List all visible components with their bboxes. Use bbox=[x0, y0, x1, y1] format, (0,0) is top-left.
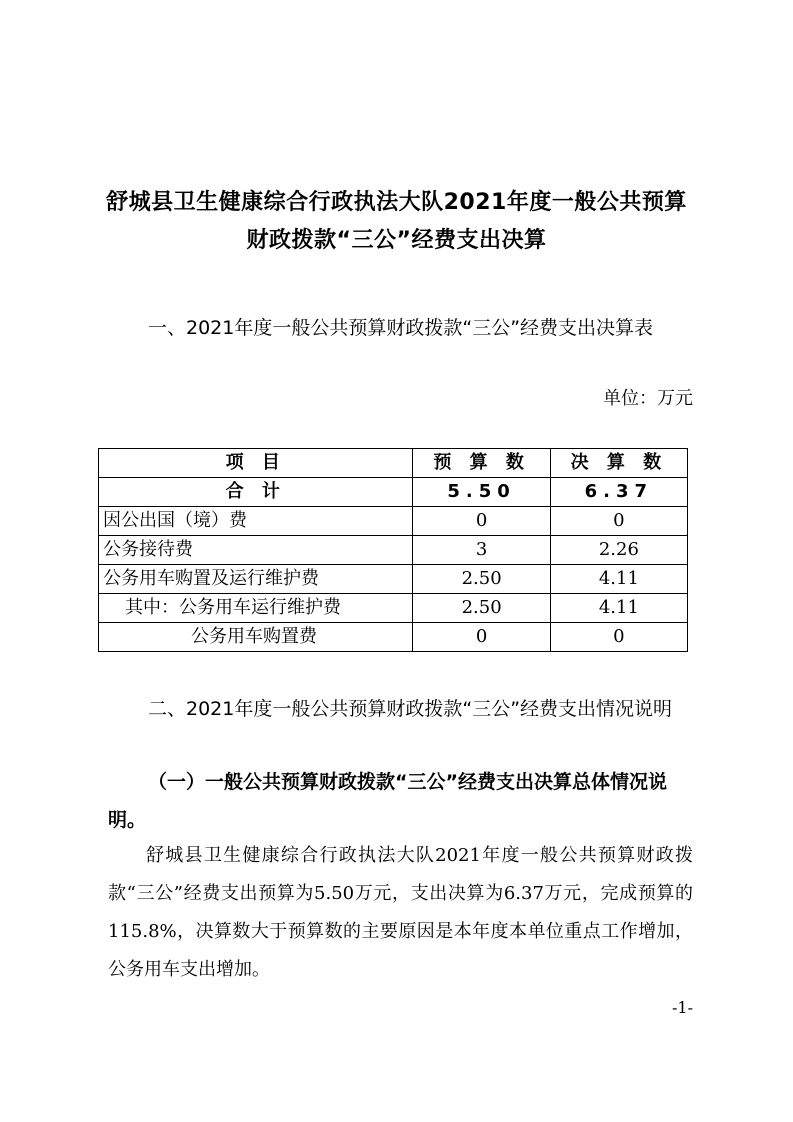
row-label: 公务接待费 bbox=[99, 536, 413, 565]
row-label: 因公出国（境）费 bbox=[99, 507, 413, 536]
total-actual: 6.37 bbox=[550, 478, 687, 507]
table-row bbox=[99, 507, 688, 536]
row-actual: 4.11 bbox=[550, 565, 687, 594]
table-row bbox=[99, 594, 688, 623]
expense-table bbox=[98, 448, 688, 652]
body-paragraph: 舒城县卫生健康综合行政执法大队2021年度一般公共预算财政拨款“三公”经费支出预算为5.50万元，支出决算为6.37万元，完成预算的115.8%，决算数大于预算数的主要原因是本年度本单位重点工作增加，公务用车支出增加。 bbox=[108, 845, 693, 980]
table-row bbox=[99, 623, 688, 652]
row-budget: 0 bbox=[413, 507, 550, 536]
row-label: 公务用车购置及运行维护费 bbox=[99, 565, 413, 594]
row-actual: 2.26 bbox=[550, 536, 687, 565]
table-row-total bbox=[99, 478, 688, 507]
section-heading-explanation: 二、2021年度一般公共预算财政拨款“三公”经费支出情况说明 bbox=[148, 698, 673, 720]
row-actual: 0 bbox=[550, 623, 687, 652]
table-row bbox=[99, 536, 688, 565]
unit-label: 单位：万元 bbox=[603, 388, 693, 409]
row-budget: 0 bbox=[413, 623, 550, 652]
row-actual: 4.11 bbox=[550, 594, 687, 623]
total-budget: 5.50 bbox=[413, 478, 550, 507]
row-actual: 0 bbox=[550, 507, 687, 536]
header-budget: 预 算 数 bbox=[413, 449, 550, 478]
row-budget: 3 bbox=[413, 536, 550, 565]
sub-heading: （一）一般公共预算财政拨款“三公”经费支出决算总体情况说明。 bbox=[108, 771, 667, 831]
table-row bbox=[99, 565, 688, 594]
header-item: 项 目 bbox=[99, 449, 413, 478]
row-budget: 2.50 bbox=[413, 565, 550, 594]
page-number: -1- bbox=[672, 998, 693, 1017]
header-actual: 决 算 数 bbox=[550, 449, 687, 478]
row-budget: 2.50 bbox=[413, 594, 550, 623]
table-header-row bbox=[99, 449, 688, 478]
page-title: 舒城县卫生健康综合行政执法大队2021年度一般公共预算财政拨款“三公”经费支出决算 bbox=[106, 190, 687, 253]
row-label: 其中：公务用车运行维护费 bbox=[99, 594, 413, 623]
total-label: 合 计 bbox=[99, 478, 413, 507]
section-heading-table: 一、2021年度一般公共预算财政拨款“三公”经费支出决算表 bbox=[148, 317, 654, 339]
row-label: 公务用车购置费 bbox=[99, 623, 413, 652]
